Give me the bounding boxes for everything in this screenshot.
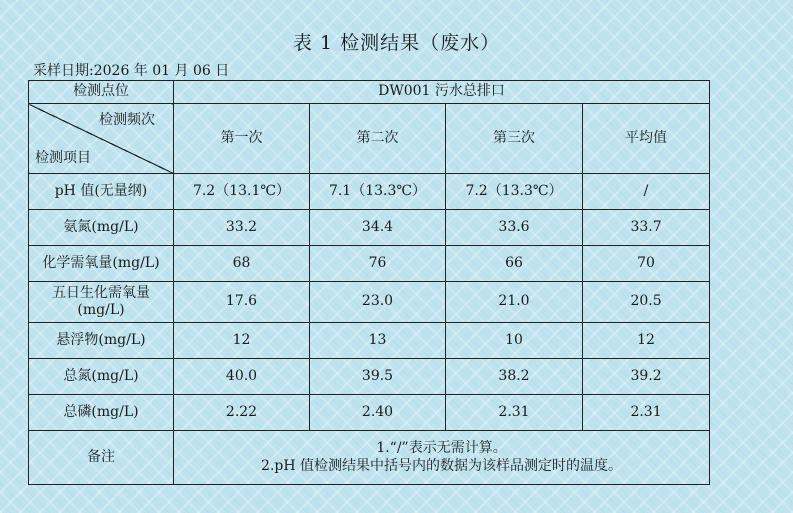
table-cell: 2.31 [446,395,583,431]
table-cell: 39.5 [310,359,446,395]
table-cell: 70 [583,246,710,282]
point-label: 检测点位 [29,81,174,104]
column-header: 第二次 [310,104,446,174]
point-value: DW001 污水总排口 [174,81,710,104]
table-row [29,282,710,323]
table-row [29,210,710,246]
table-cell: 66 [446,246,583,282]
table-cell: 20.5 [583,282,710,323]
table-title: 表 1 检测结果（废水） [292,32,501,54]
table-cell: 13 [310,323,446,359]
table-row [29,174,710,210]
table-cell: 2.22 [174,395,310,431]
sample-date: 采样日期:2026 年 01 月 06 日 [33,63,230,79]
table-cell: 2.31 [583,395,710,431]
header-row [29,104,710,174]
column-header: 第三次 [446,104,583,174]
table-cell: 40.0 [174,359,310,395]
table-cell: 7.1（13.3℃） [310,174,446,210]
item-name: 化学需氧量(mg/L) [29,246,174,282]
column-header: 第一次 [174,104,310,174]
table-cell: 68 [174,246,310,282]
table-row [29,323,710,359]
table-cell: 2.40 [310,395,446,431]
table-row [29,395,710,431]
table-cell: 7.2（13.3℃） [446,174,583,210]
item-name: pH 值(无量纲) [29,174,174,210]
table-cell: 10 [446,323,583,359]
column-header: 平均值 [583,104,710,174]
table-cell: 21.0 [446,282,583,323]
result-table [28,80,710,485]
table-row [29,246,710,282]
table-row [29,359,710,395]
notes-cell [174,431,710,485]
table-cell: 17.6 [174,282,310,323]
item-name: 五日生化需氧量(mg/L) [29,282,174,323]
item-name: 总磷(mg/L) [29,395,174,431]
table-cell: 7.2（13.1℃） [174,174,310,210]
note-line: 2.pH 值检测结果中括号内的数据为该样品测定时的温度。 [261,457,623,474]
table-cell: 38.2 [446,359,583,395]
note-line: 1.“/”表示无需计算。 [376,440,507,456]
notes-label: 备注 [29,431,174,485]
frequency-label: 检测频次 [99,112,155,128]
table-cell: 12 [174,323,310,359]
table-cell: 76 [310,246,446,282]
notes-row [29,431,710,485]
table-row [29,81,710,104]
item-name: 悬浮物(mg/L) [29,323,174,359]
table-cell: 34.4 [310,210,446,246]
table-cell: 33.6 [446,210,583,246]
item-label: 检测项目 [35,149,91,166]
table-cell: 33.7 [583,210,710,246]
item-name: 总氮(mg/L) [29,359,174,395]
item-name: 氨氮(mg/L) [29,210,174,246]
table-cell: 12 [583,323,710,359]
diagonal-header-cell [29,104,174,174]
table-cell: 23.0 [310,282,446,323]
table-cell: 39.2 [583,359,710,395]
table-cell: 33.2 [174,210,310,246]
table-cell: / [583,174,710,210]
